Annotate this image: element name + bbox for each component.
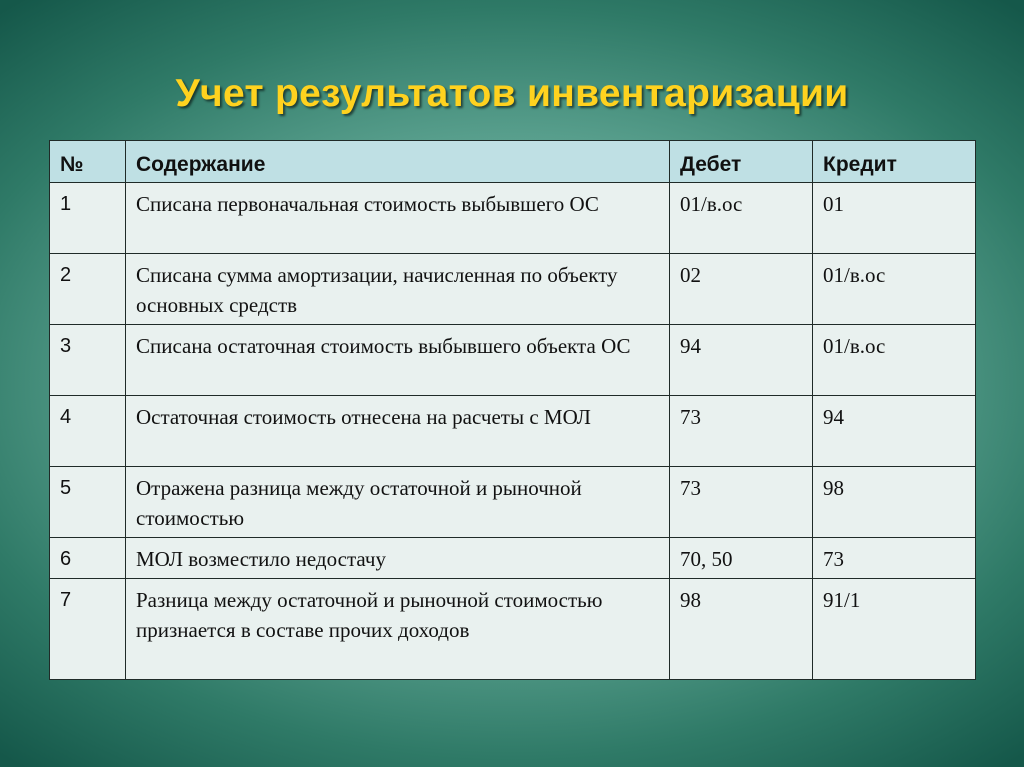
row-content: Списана первоначальная стоимость выбывшего ОС	[126, 183, 670, 254]
table-row	[50, 325, 976, 396]
table-row	[50, 579, 976, 680]
row-credit: 98	[813, 467, 976, 538]
row-number: 5	[50, 467, 126, 538]
row-credit: 01/в.ос	[813, 325, 976, 396]
row-debit: 98	[670, 579, 813, 680]
row-credit: 94	[813, 396, 976, 467]
row-number: 1	[50, 183, 126, 254]
header-debit: Дебет	[670, 141, 813, 183]
row-content: МОЛ возместило недостачу	[126, 538, 670, 579]
row-credit: 01/в.ос	[813, 254, 976, 325]
row-content: Списана остаточная стоимость выбывшего объекта ОС	[126, 325, 670, 396]
table-header-row	[50, 141, 976, 183]
row-credit: 91/1	[813, 579, 976, 680]
inventory-table	[49, 140, 976, 680]
row-content: Списана сумма амортизации, начисленная по объекту основных средств	[126, 254, 670, 325]
row-credit: 73	[813, 538, 976, 579]
row-content: Разница между остаточной и рыночной стоимостью признается в составе прочих доходов	[126, 579, 670, 680]
row-debit: 73	[670, 396, 813, 467]
row-debit: 02	[670, 254, 813, 325]
row-debit: 94	[670, 325, 813, 396]
row-credit: 01	[813, 183, 976, 254]
header-content: Содержание	[126, 141, 670, 183]
table-row	[50, 467, 976, 538]
row-number: 4	[50, 396, 126, 467]
row-debit: 01/в.ос	[670, 183, 813, 254]
row-content: Отражена разница между остаточной и рыночной стоимостью	[126, 467, 670, 538]
table-row	[50, 538, 976, 579]
row-number: 2	[50, 254, 126, 325]
row-number: 7	[50, 579, 126, 680]
row-debit: 73	[670, 467, 813, 538]
row-content: Остаточная стоимость отнесена на расчеты с МОЛ	[126, 396, 670, 467]
row-debit: 70, 50	[670, 538, 813, 579]
table-row	[50, 254, 976, 325]
table-row	[50, 183, 976, 254]
slide-title: Учет результатов инвентаризации	[175, 72, 849, 115]
header-credit: Кредит	[813, 141, 976, 183]
row-number: 3	[50, 325, 126, 396]
header-number: №	[50, 141, 126, 183]
table-row	[50, 396, 976, 467]
row-number: 6	[50, 538, 126, 579]
